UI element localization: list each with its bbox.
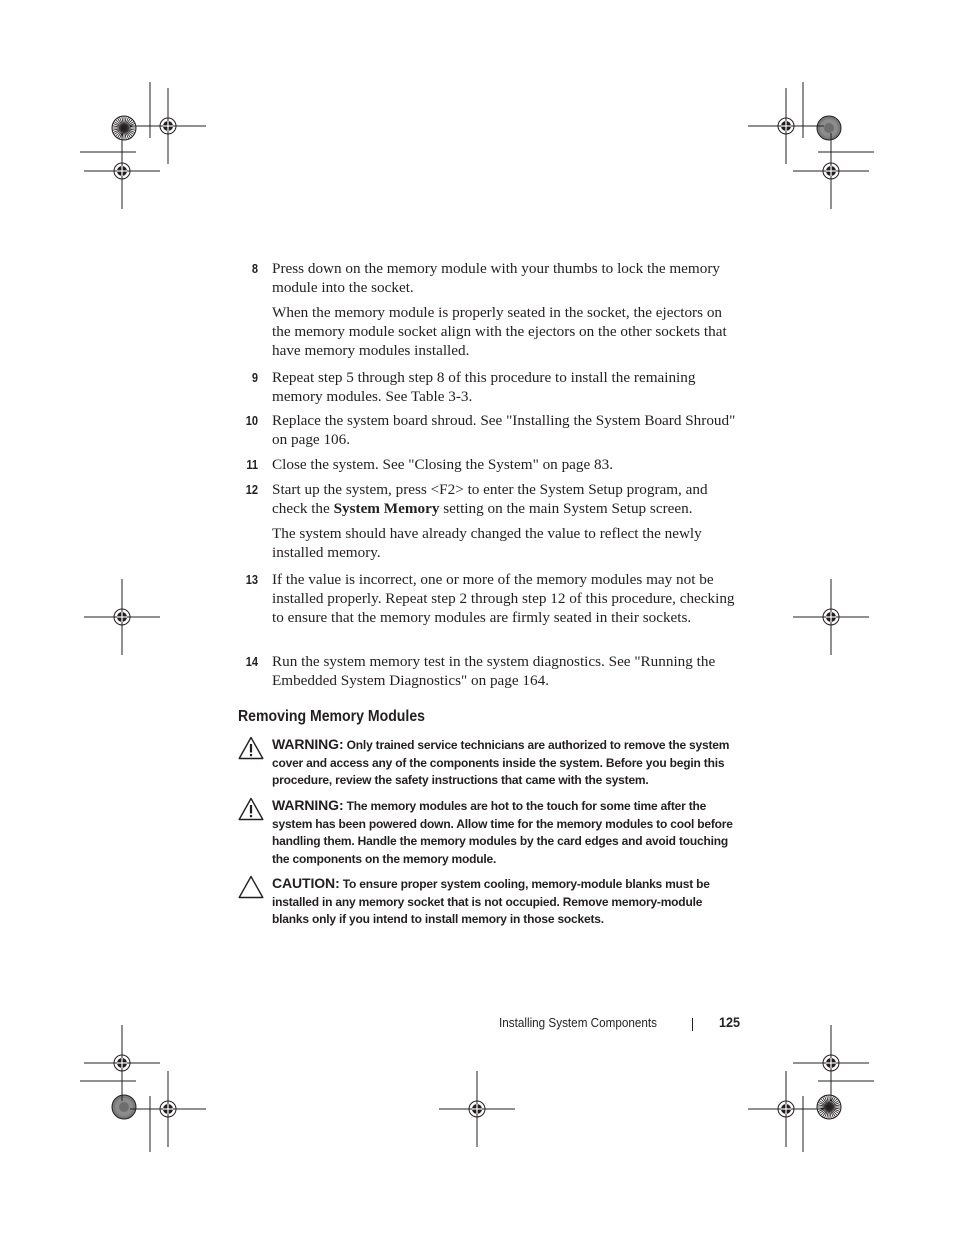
caution-notice (238, 875, 738, 929)
step-13 (238, 570, 738, 627)
warning-notice (238, 736, 738, 790)
step-note: The system should have already changed the value to reflect the newly installed memory. (272, 525, 702, 561)
step-text: Close the system. See "Closing the System" on page 83. (272, 456, 614, 473)
footer-divider (692, 1018, 693, 1031)
ui-label-system-memory: System Memory (333, 500, 440, 517)
step-12 (238, 480, 738, 562)
notice-text: Only trained service technicians are authorized to remove the system cover and access any of the components inside the system. Before you begin this procedure, review the safety instructions that came with the system. (272, 738, 730, 787)
step-text: Run the system memory test in the system diagnostics. See "Running the Embedded System Diagnostics" on page 164. (272, 653, 716, 689)
warning-triangle-icon (238, 797, 264, 821)
footer-chapter-title: Installing System Components (499, 1015, 658, 1030)
step-note: When the memory module is properly seated in the socket, the ejectors on the memory module socket align with the ejectors on the other sockets that have memory modules installed. (272, 304, 727, 359)
page-number: 125 (719, 1014, 741, 1030)
step-9 (238, 368, 738, 406)
step-11 (238, 455, 738, 474)
notice-text: The memory modules are hot to the touch for some time after the system has been powered down. Allow time for the memory modules to cool before handling them. Handle the memory modules by the card edges and avoid touching the components on the memory module. (272, 799, 733, 866)
step-10 (238, 411, 738, 449)
step-number: 9 (251, 370, 258, 385)
step-number: 10 (245, 413, 258, 428)
step-text: Repeat step 5 through step 8 of this procedure to install the remaining memory modules. See Table 3-3. (272, 369, 696, 405)
step-text: Replace the system board shroud. See "Installing the System Board Shroud" on page 106. (272, 412, 736, 448)
notice-label: WARNING: (272, 797, 344, 813)
step-text: Press down on the memory module with your thumbs to lock the memory module into the socket. (272, 260, 720, 296)
warning-triangle-icon (238, 736, 264, 760)
step-number: 11 (246, 457, 258, 472)
notice-label: CAUTION: (272, 875, 340, 891)
step-8 (238, 259, 738, 360)
notice-text: To ensure proper system cooling, memory-module blanks must be installed in any memory socket that is not occupied. Remove memory-module blanks only if you intend to install memory in those sockets. (272, 877, 710, 926)
warning-notice (238, 797, 738, 868)
step-number: 14 (245, 654, 258, 669)
step-text: If the value is incorrect, one or more of the memory modules may not be installed properly. Repeat step 2 through step 12 of this procedure, checking to ensure that the memory modules are firmly seated in their sockets. (272, 571, 735, 626)
step-number: 8 (251, 261, 258, 276)
notice-label: WARNING: (272, 736, 344, 752)
step-text: Start up the system, press <F2> to enter the System Setup program, and check the System Memory setting on the main System Setup screen. (272, 481, 708, 517)
caution-triangle-icon (238, 875, 264, 899)
step-number: 12 (245, 482, 258, 497)
step-number: 13 (245, 572, 258, 587)
step-14 (238, 652, 738, 690)
section-heading: Removing Memory Modules (238, 708, 425, 725)
